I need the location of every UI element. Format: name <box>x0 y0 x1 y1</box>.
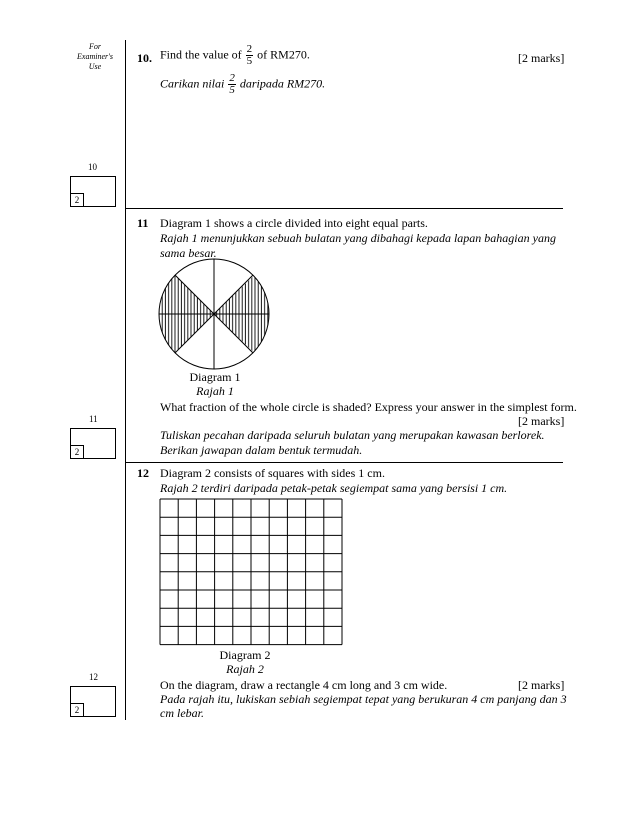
divider-q10-q11 <box>125 208 563 209</box>
q11-margin-label: 11 <box>89 414 98 424</box>
q10-number: 10. <box>137 51 152 65</box>
q10-mark-value: 2 <box>71 193 84 206</box>
q12-number: 12 <box>137 466 149 480</box>
diagram-2-grid[interactable] <box>159 498 343 646</box>
q11-question-en: What fraction of the whole circle is shaded? Express your answer in the simplest form. <box>160 400 577 414</box>
q12-en-line1: Diagram 2 consists of squares with sides 1 cm. <box>160 466 385 480</box>
q11-number: 11 <box>137 216 149 230</box>
q11-mark-box[interactable] <box>70 428 116 459</box>
q10-ms-before: Carikan nilai <box>160 76 225 91</box>
q12-mark-value: 2 <box>71 703 84 716</box>
q10-mark-box[interactable] <box>70 176 116 207</box>
q10-marks: [2 marks] <box>518 51 565 65</box>
q10-en-before: Find the value of <box>160 47 242 62</box>
q10-ms-fraction <box>228 73 236 96</box>
examiner-line-1: For <box>89 42 101 51</box>
examiner-line-2: Examiner's <box>77 52 113 61</box>
q12-question-en: On the diagram, draw a rectangle 4 cm long and 3 cm wide. <box>160 678 448 692</box>
q11-ms-line2: sama besar. <box>160 246 217 260</box>
q11-marks: [2 marks] <box>518 414 565 428</box>
q10-fraction <box>246 44 254 67</box>
q10-fraction-numerator: 2 <box>246 43 253 55</box>
q10-english-text <box>160 44 310 67</box>
diagram-1-label-malay: Rajah 1 <box>196 384 234 398</box>
diagram-1-circle <box>155 257 275 373</box>
q11-en-line1: Diagram 1 shows a circle divided into eight equal parts. <box>160 216 428 230</box>
q10-ms-fraction-numerator: 2 <box>229 72 235 84</box>
divider-q11-q12 <box>125 462 563 463</box>
q12-ms-line1: Rajah 2 terdiri daripada petak-petak segiempat sama yang bersisi 1 cm. <box>160 481 508 495</box>
q12-question-ms2: cm lebar. <box>160 706 204 720</box>
q12-question-ms1: Pada rajah itu, lukiskan sebiah segiempat tepat yang berukuran 4 cm panjang dan 3 <box>160 692 567 706</box>
q10-ms-after: daripada RM270. <box>239 76 326 91</box>
examiner-line-3: Use <box>88 62 102 71</box>
q10-margin-label: 10 <box>88 162 97 172</box>
q12-marks: [2 marks] <box>518 678 565 692</box>
q11-ms-line1: Rajah 1 menunjukkan sebuah bulatan yang dibahagi kepada lapan bahagian yang <box>160 231 556 245</box>
q12-margin-label: 12 <box>89 672 98 682</box>
q10-fraction-denominator: 5 <box>246 55 253 67</box>
diagram-2-label: Diagram 2 <box>219 648 271 662</box>
q11-question-ms2: Berikan jawapan dalam bentuk termudah. <box>160 443 363 457</box>
q11-mark-value: 2 <box>71 445 84 458</box>
q11-question-ms1: Tuliskan pecahan daripada seluruh bulatan yang merupakan kawasan berlorek. <box>160 428 545 442</box>
q12-mark-box[interactable] <box>70 686 116 717</box>
diagram-2-label-malay: Rajah 2 <box>226 662 264 676</box>
diagram-1-label: Diagram 1 <box>189 370 241 384</box>
q10-ms-fraction-denominator: 5 <box>229 84 235 96</box>
q10-malay-text <box>160 73 325 96</box>
q10-en-after: of RM270. <box>257 47 310 62</box>
margin-divider <box>125 40 126 720</box>
examiner-use-label <box>70 42 120 72</box>
